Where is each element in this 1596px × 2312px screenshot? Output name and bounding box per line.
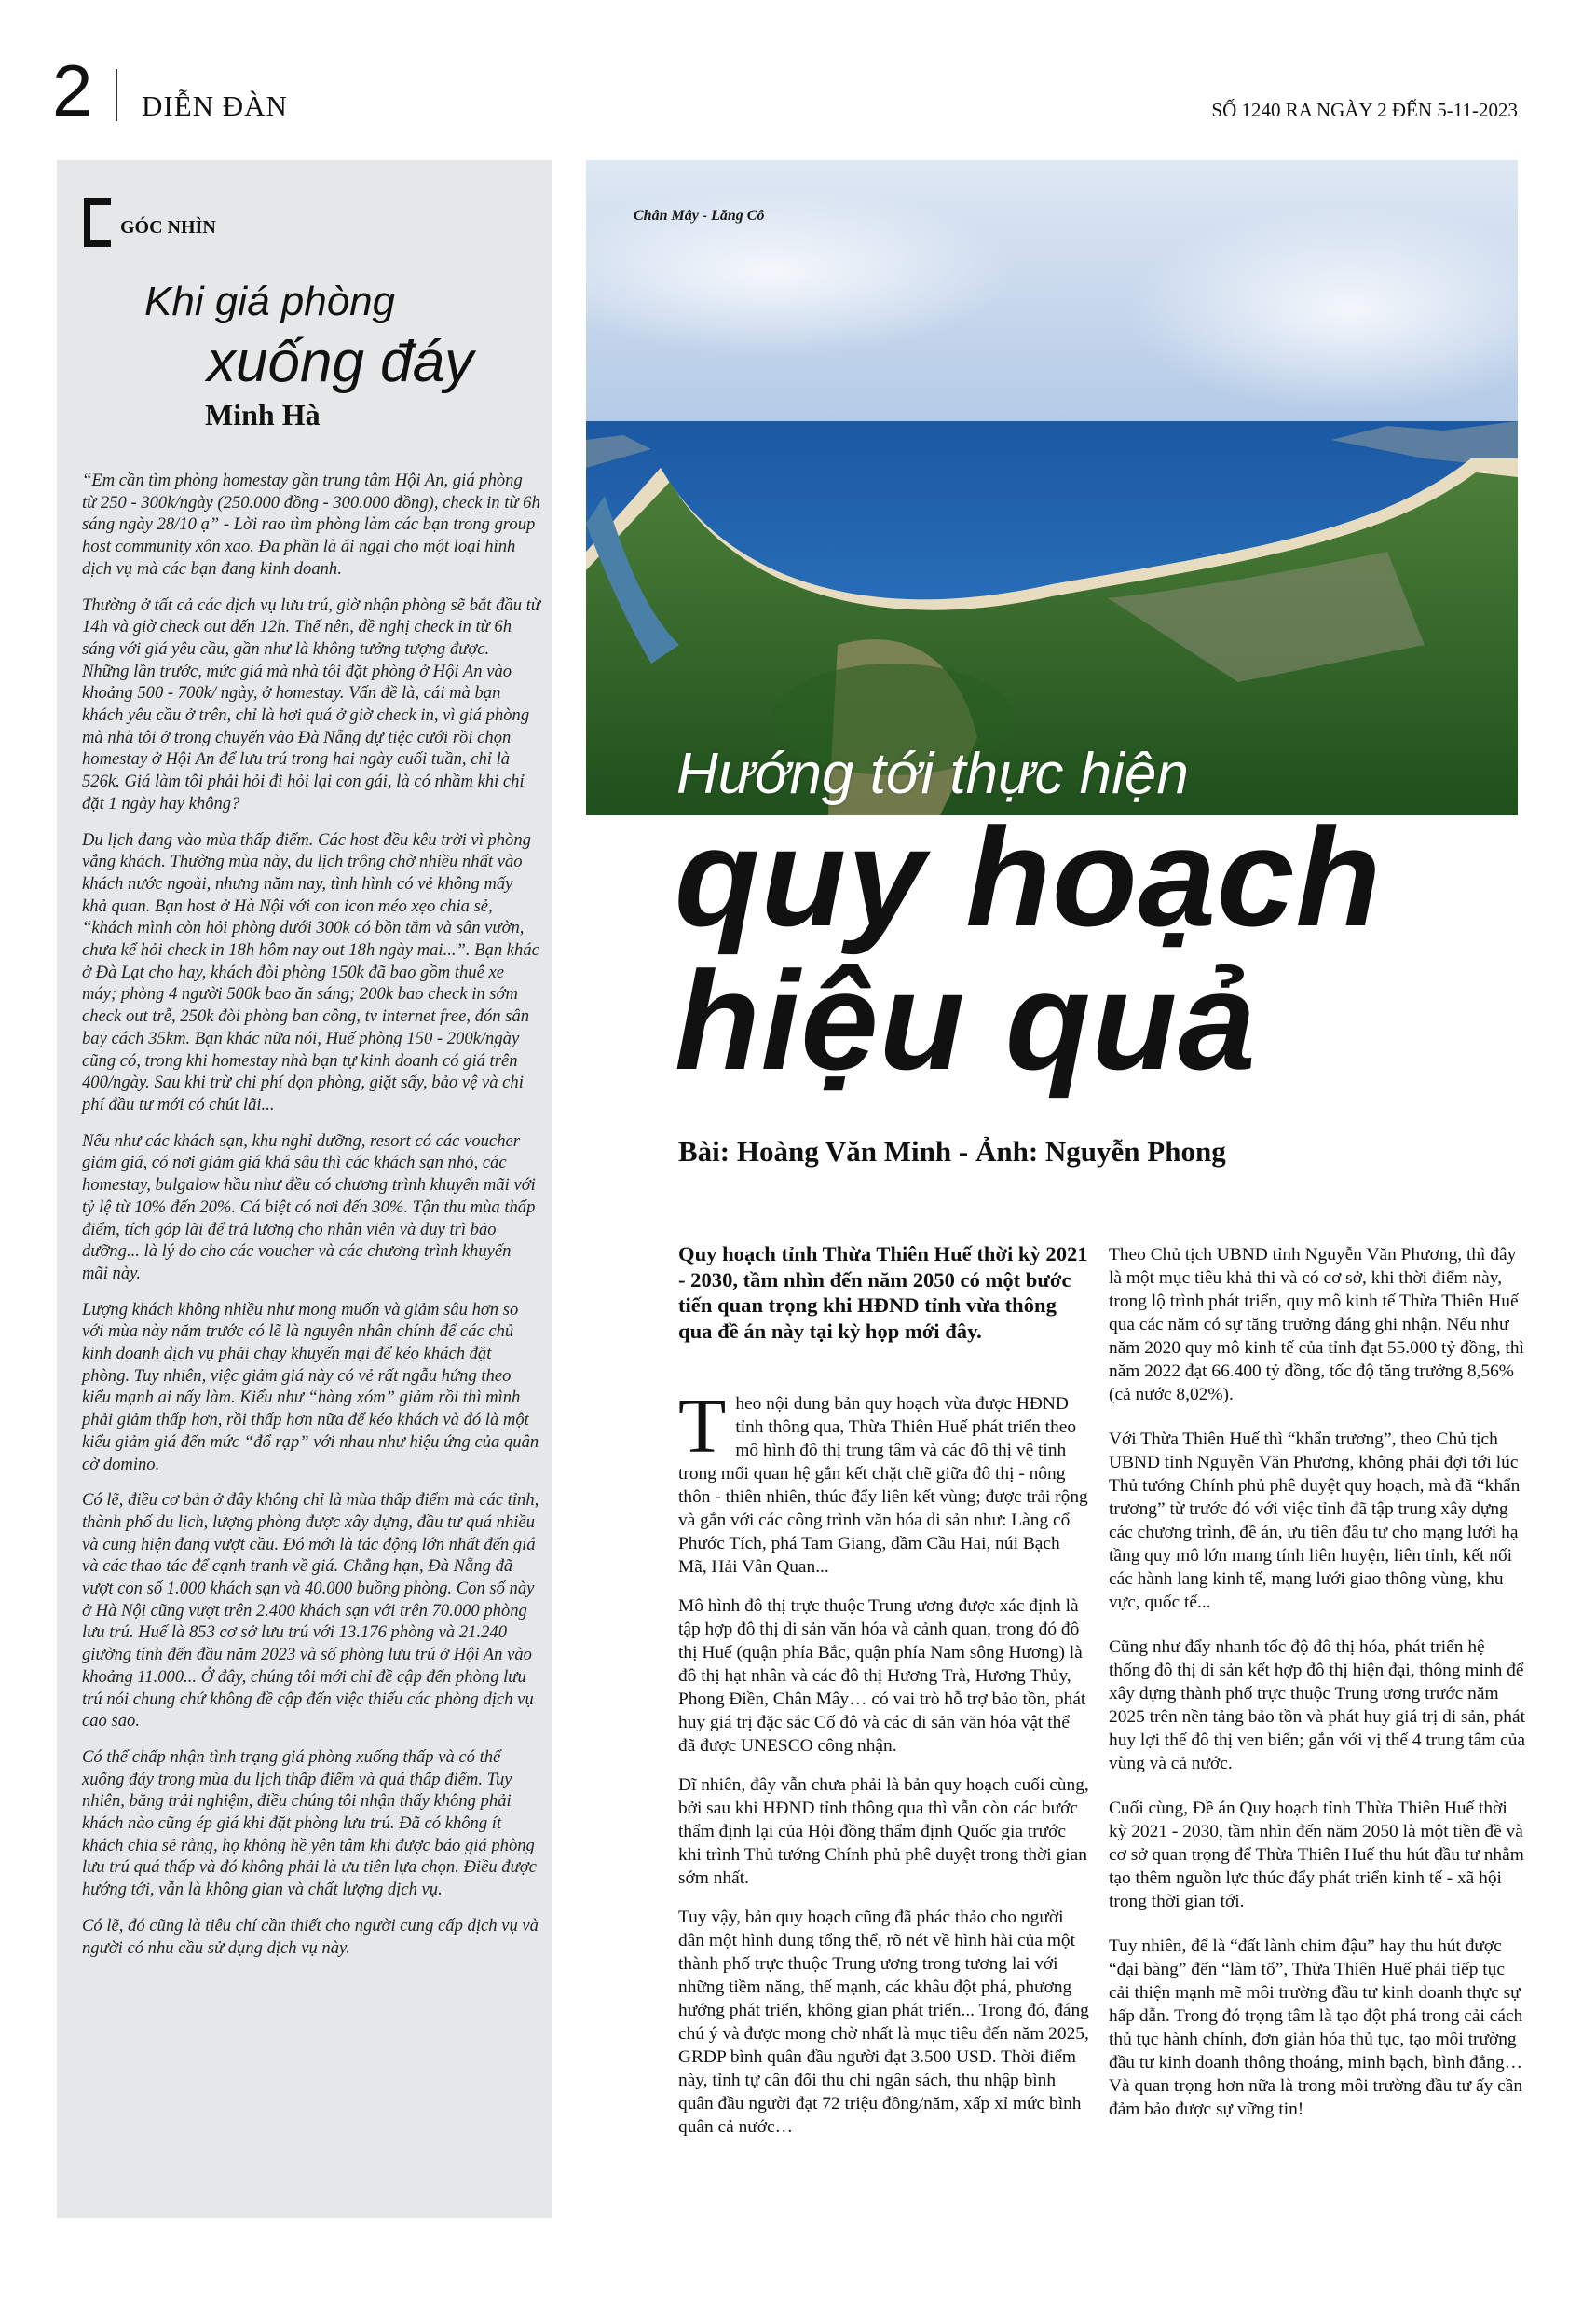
rubric-label: GÓC NHÌN (120, 217, 216, 238)
headline-line1: quy hoạch (675, 799, 1383, 955)
paragraph: Lượng khách không nhiều như mong muốn và giảm sâu hơn so với mùa này năm trước có lẽ là nguyên nhân chính để các chủ kinh doanh dịch vụ phải chạy khuyến mại để kéo khách đặt phòng. Tuy nhiên, việc giảm giá này có vẻ rất ngẫu hứng theo kiểu mạnh ai nấy làm. Kiểu như “hàng xóm” giảm rồi thì mình phải giảm thấp hơn, rồi thấp hơn nữa để kéo khách và đó là một kiểu giảm giá đến mức “đổ rạp” với nhau như hiệu ứng của quân cờ domino. (82, 1299, 539, 1474)
drop-cap: T (678, 1383, 727, 1470)
paragraph: Cuối cùng, Đề án Quy hoạch tỉnh Thừa Thiên Huế thời kỳ 2021 - 2030, tầm nhìn đến năm 2050 là một tiền đề và cơ sở quan trọng để Thừa Thiên Huế thu hút đầu tư nhằm tạo thêm nguồn lực thúc đẩy phát triển kinh tế - xã hội trong thời gian tới. (1109, 1799, 1524, 1911)
header-divider (116, 69, 117, 121)
rubric-bracket-icon (84, 198, 111, 247)
section-name: DIỄN ĐÀN (142, 89, 288, 122)
headline-kicker: Hướng tới thực hiện (676, 742, 1189, 806)
paragraph: Dĩ nhiên, đây vẫn chưa phải là bản quy hoạch cuối cùng, bởi sau khi HĐND tỉnh thông qua thì vẫn còn các bước thẩm định lại của Hội đồng thẩm định Quốc gia trước khi trình Thủ tướng Chính phủ phê duyệt trong thời gian sớm nhất. (678, 1775, 1089, 1888)
paragraph: Nếu như các khách sạn, khu nghỉ dưỡng, resort có các voucher giảm giá, có nơi giảm giá khá sâu thì các khách sạn nhỏ, các homestay, bulgalow hầu như đều có chương trình khuyến mãi với tỷ lệ từ 10% đến 20%. Cá biệt có nơi đến 30%. Tận thu mùa thấp điểm, tích góp lãi để trả lương cho nhân viên và duy trì bảo dưỡng... là lý do cho các voucher và các chương trình khuyến mãi này. (82, 1130, 536, 1283)
byline: Bài: Hoàng Văn Minh - Ảnh: Nguyễn Phong (678, 1135, 1226, 1168)
sidebar-title-line1: Khi giá phòng (144, 279, 396, 324)
aerial-coast-photo (586, 160, 1518, 815)
first-paragraph-text: heo nội dung bản quy hoạch vừa được HĐND tỉnh thông qua, Thừa Thiên Huế phát triển theo mô hình đô thị trung tâm và các đô thị vệ tinh trong mối quan hệ gắn kết chặt chẽ giữa đô thị - nông thôn - thiên nhiên, thúc đẩy liên kết vùng; được trải rộng và gắn với các công trình văn hóa di sản như: Làng cổ Phước Tích, phá Tam Giang, đầm Cầu Hai, núi Bạch Mã, Hải Vân Quan... (678, 1394, 1088, 1577)
paragraph: Tuy vậy, bản quy hoạch cũng đã phác thảo cho người dân một hình dung tổng thể, rõ nét về hình hài của một thành phố trực thuộc Trung ương trong tương lai với những tiềm năng, thế mạnh, các khâu đột phá, phương hướng phát triển, không gian phát triển... Trong đó, đáng chú ý và được mong chờ nhất là mục tiêu đến năm 2025, GRDP bình quân đầu người đạt 3.500 USD. Thời điểm này, tỉnh tự cân đối thu chi ngân sách, thu nhập bình quân đầu người đạt 72 triệu đồng/năm, xấp xỉ mức bình quân cả nước… (678, 1908, 1089, 2137)
paragraph: Theo Chủ tịch UBND tỉnh Nguyễn Văn Phương, thì đây là một mục tiêu khả thi và có cơ sở, khi thời điểm này, trong lộ trình phát triển, quy mô kinh tế Thừa Thiên Huế qua các năm có sự tăng trưởng đáng ghi nhận. Nếu như năm 2020 quy mô kinh tế của tỉnh đạt 55.000 tỷ đồng, thì năm 2022 đạt 66.400 tỷ đồng, tốc độ tăng trưởng 8,56% (cả nước 8,02%). (1109, 1245, 1524, 1404)
paragraph: Du lịch đang vào mùa thấp điểm. Các host đều kêu trời vì phòng vắng khách. Thường mùa này, du lịch trông chờ nhiều nhất vào khách nước ngoài, nhưng năm nay, tình hình có vẻ không mấy khả quan. Bạn host ở Hà Nội với con icon méo xẹo chia sẻ, “khách mình còn hỏi phòng dưới 300k có bồn tắm và sân vườn, chưa kể hỏi check in 18h hôm nay out 18h ngày mai...”. Bạn khác ở Đà Lạt cho hay, khách đòi phòng 150k đã bao gồm thuê xe máy; phòng 4 người 500k bao ăn sáng; 200k bao check in sớm check out trễ, 250k đòi phòng ban công, tv internet free, đón sân bay cách 35km. Bạn khác nữa nói, Huế phòng 150 - 200k/ngày cũng có, trong khi homestay nhà bạn tự kinh doanh có giá trên 400/ngày. Sau khi trừ chi phí dọn phòng, giặt sấy, bảo vệ và chi phí đầu tư mới có chút lãi... (82, 829, 539, 1115)
photo-caption: Chân Mây - Lăng Cô (634, 208, 765, 224)
article-column-right (1109, 1243, 1528, 2142)
paragraph: Cũng như đẩy nhanh tốc độ đô thị hóa, phát triển hệ thống đô thị di sản kết hợp đô thị hiện đại, thông minh để xây dựng thành phố trực thuộc Trung ương trước năm 2025 trên nền tảng bảo tồn và phát huy giá trị di sản, phát huy lợi thế đô thị ven biển; gắn với vị thế 4 trung tâm của vùng và cả nước. (1109, 1637, 1526, 1773)
paragraph (678, 1383, 1090, 1579)
paragraph: Có lẽ, điều cơ bản ở đây không chỉ là mùa thấp điểm mà các tỉnh, thành phố du lịch, lượng phòng được xây dựng, đầu tư quá nhiều và cung hiện đang vượt cầu. Đó mới là tác động lớn nhất đến giá và các thao tác để cạnh tranh về giá. Chẳng hạn, Đà Nẵng đã vượt con số 1.000 khách sạn và 40.000 buồng phòng. Con số này ở Hà Nội cũng vượt trên 2.400 khách sạn với trên 70.000 phòng lưu trú. Huế là 853 cơ sở lưu trú với 13.176 phòng và 21.240 giường tính đến đầu năm 2023 và số phòng lưu trú ở Hội An vào khoảng 11.000... Ở đây, chúng tôi mới chỉ đề cập đến phòng lưu trú nói chung chứ không đề cập đến việc thiếu các phòng dịch vụ cao sao. (82, 1490, 539, 1731)
sidebar-title-line2: xuống đáy (207, 330, 474, 394)
paragraph: Thường ở tất cả các dịch vụ lưu trú, giờ nhận phòng sẽ bắt đầu từ 14h và giờ check out đến 12h. Thế nên, đề nghị check in từ 6h sáng với giá yêu cầu, gần như là không tưởng tượng được. Những lần trước, mức giá mà nhà tôi đặt phòng ở Hội An vào khoảng 500 - 700k/ ngày, ở homestay. Vấn đề là, cái mà bạn khách yêu cầu ở trên, chỉ là hơi quá ở giờ check in, vì giá phòng mà nhà tôi ở trong chuyến vào Đà Nẵng dự tiệc cưới rồi chọn homestay ở Hội An để lưu trú trong hai ngày cuối tuần, chỉ là 526k. Giá làm tôi phải hỏi đi hỏi lại con gái, là có nhầm khi chỉ đặt 1 ngày hay không? (82, 595, 540, 814)
sidebar-author: Minh Hà (205, 398, 321, 431)
paragraph: Mô hình đô thị trực thuộc Trung ương được xác định là tập hợp đô thị di sản văn hóa và cảnh quan, trong đó đô thị Huế (quận phía Bắc, quận phía Nam sông Hương) là đô thị hạt nhân và các đô thị Hương Trà, Hương Thủy, Phong Điền, Chân Mây… có vai trò hỗ trợ bảo tồn, phát huy giá trị đặc sắc Cố đô và các di sản văn hóa vật thể đã được UNESCO công nhận. (678, 1596, 1086, 1756)
paragraph: Có lẽ, đó cũng là tiêu chí cần thiết cho người cung cấp dịch vụ và người có nhu cầu sử dụng dịch vụ này. (82, 1915, 539, 1958)
page-number: 2 (52, 49, 93, 131)
sidebar-body (82, 470, 540, 1973)
article-column-middle (678, 1241, 1090, 2155)
paragraph: “Em cần tìm phòng homestay gần trung tâm Hội An, giá phòng từ 250 - 300k/ngày (250.000 đồng - 300.000 đồng), check in từ 6h sáng ngày 28/10 ạ” - Lời rao tìm phòng làm các bạn trong group host community xôn xao. Đa phần là ái ngại cho một loại hình dịch vụ mà các bạn đang kinh doanh. (82, 471, 540, 579)
headline-line2: hiệu quả (675, 942, 1257, 1099)
paragraph: Với Thừa Thiên Huế thì “khẩn trương”, theo Chủ tịch UBND tỉnh Nguyễn Văn Phương, không phải đợi tới lúc Thủ tướng Chính phủ phê duyệt quy hoạch, mà đã “khẩn trương” từ trước đó với việc tỉnh đã tập trung xây dựng các chương trình, đề án, ưu tiên đầu tư cho mạng lưới hạ tầng quy mô lớn mang tính liên huyện, liên tỉnh, kết nối các hành lang kinh tế, mạng lưới giao thông vùng, khu vực, quốc tế... (1109, 1430, 1521, 1612)
article-lead: Quy hoạch tỉnh Thừa Thiên Huế thời kỳ 2021 - 2030, tầm nhìn đến năm 2050 có một bước tiến quan trọng khi HĐND tỉnh vừa thông qua đề án này tại kỳ họp mới đây. (678, 1242, 1088, 1343)
paragraph: Tuy nhiên, để là “đất lành chim đậu” hay thu hút được “đại bàng” đến “làm tổ”, Thừa Thiên Huế phải tiếp tục cải thiện mạnh mẽ môi trường đầu tư kinh doanh thực sự hấp dẫn. Trong đó trọng tâm là tạo đột phá trong cải cách thủ tục hành chính, đơn giản hóa thủ tục, tạo môi trường đầu tư kinh doanh thông thoáng, minh bạch, bình đẳng… Và quan trọng hơn nữa là trong môi trường đầu tư ấy cần đảm bảo được sự vững tin! (1109, 1936, 1523, 2119)
paragraph: Có thể chấp nhận tình trạng giá phòng xuống thấp và có thể xuống đáy trong mùa du lịch thấp điểm và quá thấp điểm. Tuy nhiên, bằng trải nghiệm, điều chúng tôi nhận thấy không phải khách nào cũng ép giá khi đặt phòng lưu trú. Đã có không ít khách chia sẻ rằng, họ không hề yên tâm khi được báo giá phòng lưu trú quá thấp và đó không phải là ưu tiên lựa chọn. Điều được hướng tới, vẫn là không gian và chất lượng dịch vụ. (82, 1746, 537, 1900)
issue-info: SỐ 1240 RA NGÀY 2 ĐẾN 5-11-2023 (1211, 99, 1518, 121)
